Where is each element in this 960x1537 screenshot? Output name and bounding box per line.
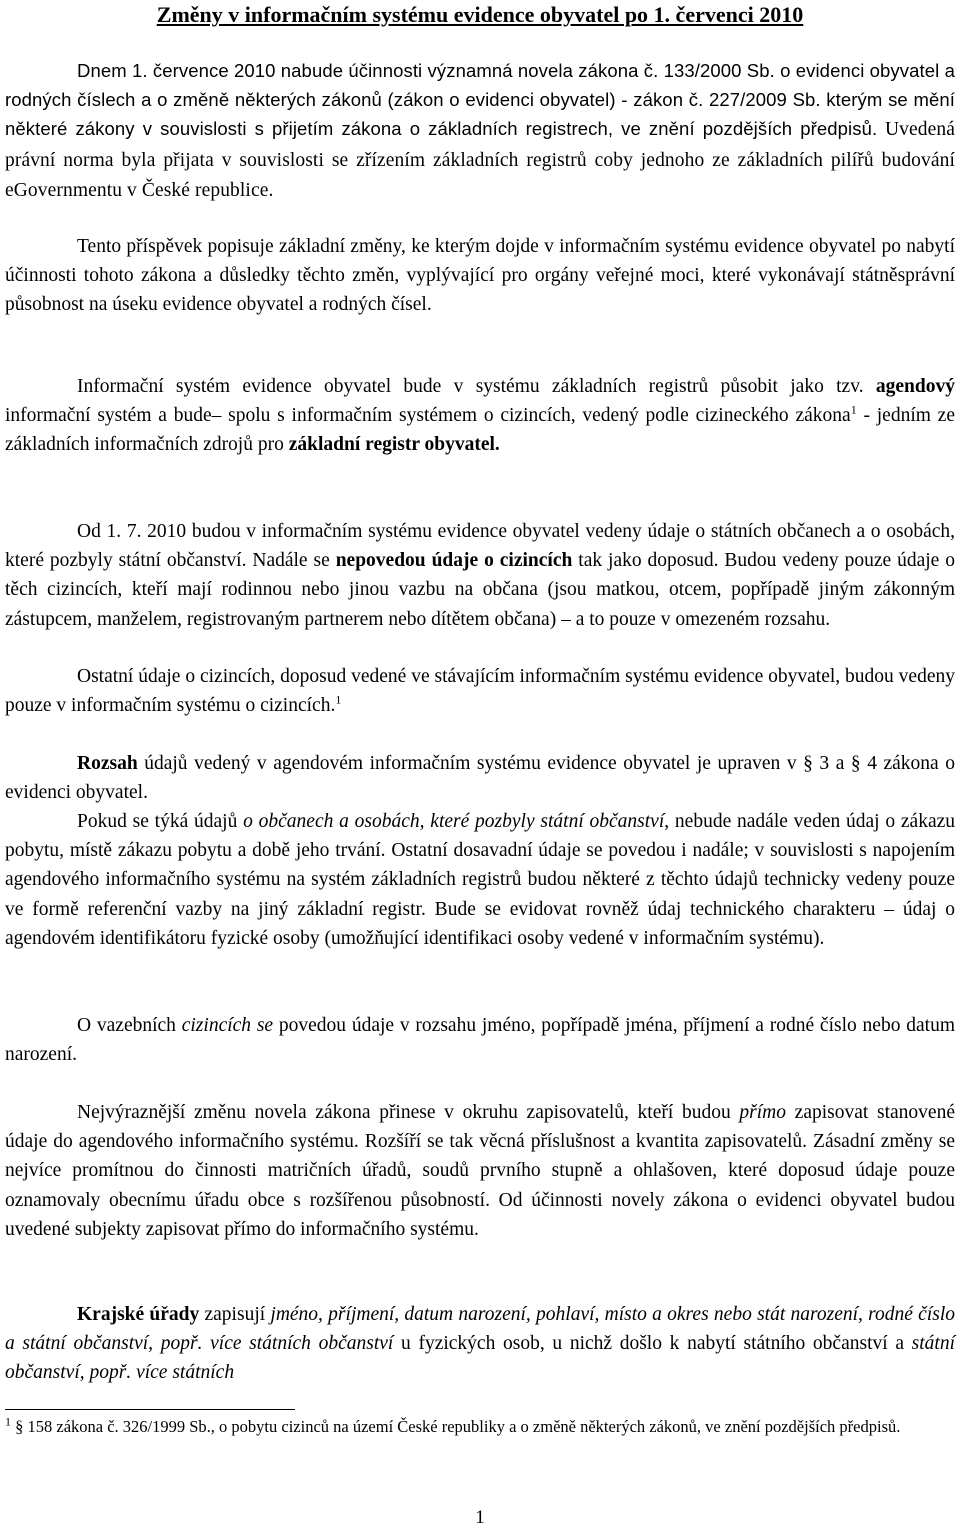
footnote-number: 1 — [5, 1414, 11, 1429]
agenda-term: agendový — [875, 376, 955, 397]
paragraph-scope: Rozsah údajů vedený v agendovém informačním systému evidence obyvatel je upraven v § 3 a § 4 zákona o evidenci obyvatel. — [5, 753, 955, 804]
regional-offices-term: Krajské úřady — [77, 1304, 200, 1325]
intro-text-cont: Uvedená právní norma byla přijata v souvislosti se zřízením základních registrů coby jednoho ze základních pilířů budování eGovernmentu v České republice. — [5, 119, 955, 201]
paragraph-purpose — [5, 232, 955, 320]
page-number: 1 — [475, 1507, 485, 1528]
footnote — [5, 1414, 955, 1440]
foreigners-term: nepovedou údaje o cizincích — [335, 550, 573, 572]
intro-text: Dnem 1. července 2010 nabude účinnosti významná novela zákona č. 133/2000 Sb. o evidenci obyvatel a rodných číslech a o změně některých zákonů (zákon o evidenci obyvatel) - zákon č. 227/2009 Sb. kterým se mění některé zákony v souvislosti s přijetím zákona o základních registrech, ve znění pozdějších předpisů. — [5, 60, 955, 140]
scope-term: Rozsah — [77, 753, 138, 774]
paragraph-recorders: Nejvýraznější změnu novela zákona přinese v okruhu zapisovatelů, kteří budou přímo zapisovat stanovené údaje do agendového informačního systému. Rozšíří se tak věcná příslušnost a kvantita zapisovatelů. Zásadní změny se nejvíce promítnou do činnosti matričních úřadů, soudů prvního stupně a ohlašoven, které doposud údaje pouze oznamovaly obecnímu úřadu obce s rozšířenou působností. Od účinnosti novely zákona o evidenci obyvatel budou uvedené subjekty zapisovat přímo do informačního systému. — [5, 1102, 955, 1240]
paragraph-agenda-system: Informační systém evidence obyvatel bude v systému základních registrů působit jako tzv. agendový informační systém a bude– spolu s informačním systémem o cizincích, vedený podle cizineckého zákona$^1$ - jedním ze základních informačních zdrojů pro základní registr obyvatel. — [5, 376, 955, 456]
paragraph-regional-offices: Krajské úřady zapisují jméno, příjmení, datum narození, pohlaví, místo a okres nebo stát narození, rodné číslo a státní občanství, popř. více státních občanství u fyzických osob, u nichž došlo k nabytí státního občanství a státní občanství, popř. více státních — [5, 1304, 956, 1384]
footnote-ref[interactable]: 1 — [335, 692, 342, 707]
paragraph-citizens: Od 1. 7. 2010 budou v informačním systému evidence obyvatel vedeny údaje o státních občanech a o osobách, které pozbyly státní občanství. Nadále se nepovedou údaje o cizincích tak jako doposud. Budou vedeny pouze údaje o těch cizincích, kteří mají rodinnou nebo jinou vazbu na občana (jsou matkou, otcem, popřípadě jiným zákonným zástupcem, manželem, registrovaným partnerem nebo dítětem občana) – a to pouze v omezeném rozsahu. — [5, 521, 956, 630]
document-title: Změny v informačním systému evidence obyvatel po 1. červenci 2010 — [156, 2, 804, 27]
footnote-divider — [5, 1409, 295, 1410]
footnote-ref[interactable]: 1 — [850, 402, 857, 417]
basic-registry-term: základní registr obyvatel. — [288, 434, 500, 456]
paragraph-citizens-data: Pokud se týká údajů o občanech a osobách, které pozbyly státní občanství, nebude nadále veden údaj o zákazu pobytu, místě zákazu pobytu a době jeho trvání. Ostatní dosavadní údaje se povedou i nadále; v souvislosti s napojením agendového informačního systému na systém základních registrů budou některé z těchto údajů technicky vedeny pouze ve formě referenční vazby na jiný základní registr. Bude se evidovat rovněž údaj technického charakteru – údaj o agendovém identifikátoru fyzické osoby (umožňující identifikaci osoby vedené v informačním systému). — [5, 811, 956, 949]
paragraph-intro — [5, 56, 955, 205]
purpose-text: Tento příspěvek popisuje základní změny, ke kterým dojde v informačním systému evidence obyvatel po nabytí účinnosti tohoto zákona a důsledky těchto změn, vyplývající pro orgány veřejné moci, které vykonávají státněsprávní působnost na úseku evidence obyvatel a rodných čísel. — [5, 236, 955, 316]
paragraph-linked-foreigners: O vazebních cizincích se povedou údaje v rozsahu jméno, popřípadě jména, příjmení a rodné číslo nebo datum narození. — [5, 1015, 955, 1066]
paragraph-other-data: Ostatní údaje o cizincích, doposud vedené ve stávajícím informačním systému evidence obyvatel, budou vedeny pouze v informačním systému o cizincích.$^1$ — [5, 666, 955, 717]
footnote-text: § 158 zákona č. 326/1999 Sb., o pobytu cizinců na území České republiky a o změně některých zákonů, ve znění pozdějších předpisů. — [11, 1417, 901, 1436]
